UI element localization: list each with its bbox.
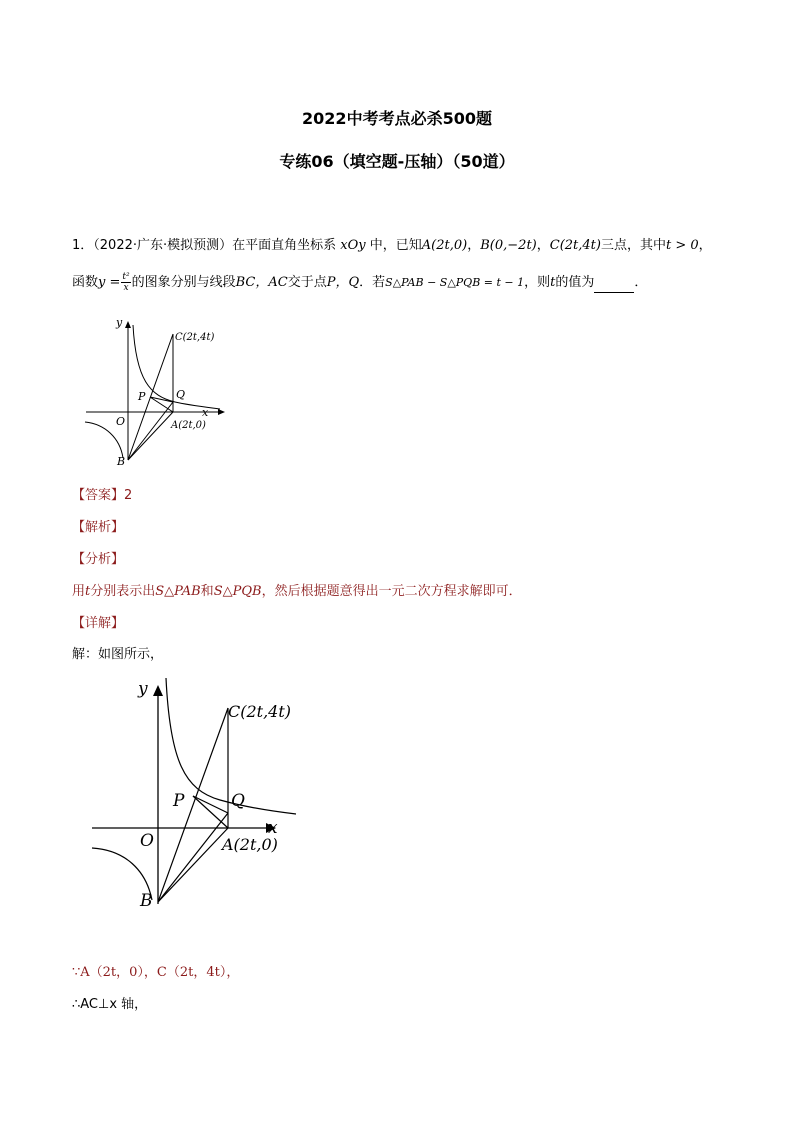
segment-bc — [158, 708, 228, 902]
analysis-label: 【解析】 — [72, 520, 125, 535]
analysis-text-part: 用 — [72, 584, 86, 599]
problem-text: 在平面直角坐标系 — [232, 238, 337, 253]
large-figure — [80, 672, 310, 912]
problem-source: （2022·广东·模拟预测） — [93, 238, 233, 253]
x-axis-arrow — [218, 409, 225, 415]
points-pq: P，Q — [326, 275, 360, 290]
page-title: 2022中考考点必杀500题 — [302, 109, 492, 128]
detail-step-1: ∵A（2t，0），C（2t，4t）， — [72, 965, 240, 980]
label-b: B — [140, 891, 153, 911]
answer-blank — [594, 280, 634, 293]
analysis-area-1: S△PAB — [155, 584, 201, 599]
point-c: C(2t,4t) — [549, 238, 601, 253]
answer-row — [72, 484, 132, 503]
analysis-variable: t — [85, 584, 91, 599]
problem-text: 三点，其中 — [600, 238, 666, 253]
point-a: A(2t,0) — [421, 238, 468, 253]
analysis-area-2: S△PQB — [213, 584, 262, 599]
label-a: A(2t,0) — [222, 835, 278, 854]
analysis-sub-row — [72, 548, 124, 567]
condition: t > 0 — [666, 238, 699, 253]
analysis-text — [72, 580, 522, 599]
segment-ba — [128, 412, 173, 460]
label-c: C(2t,4t) — [228, 702, 292, 721]
label-o: O — [116, 415, 126, 428]
coord-system: xOy — [340, 238, 366, 253]
page-subtitle: 专练06（填空题-压轴）（50道） — [279, 152, 515, 171]
fraction-denominator: x — [123, 283, 129, 293]
problem-text: ． — [634, 275, 648, 290]
label-a: A(2t,0) — [171, 420, 206, 431]
answer-label: 【答案】 — [72, 488, 125, 503]
problem-text: 中，已知 — [369, 238, 422, 253]
detail-row — [72, 612, 124, 631]
detail-step-2: ∴AC⊥x 轴， — [72, 997, 148, 1012]
label-y: y — [116, 316, 123, 329]
label-b: B — [117, 455, 126, 468]
label-p: P — [138, 390, 146, 403]
function-fraction — [121, 272, 130, 293]
label-x: x — [268, 818, 278, 838]
point-b: B(0,−2t) — [480, 238, 537, 253]
problem-text: 的图象分别与线段 — [131, 275, 236, 290]
label-q: Q — [176, 388, 186, 401]
problem-text: ．若 — [359, 275, 386, 290]
problem-text: ，则 — [524, 275, 551, 290]
problem-text: 交于点 — [287, 275, 327, 290]
fraction-numerator: t² — [122, 272, 130, 282]
segments: BC，AC — [235, 275, 288, 290]
problem-line-2 — [72, 271, 647, 293]
problem-number: 1． — [72, 238, 94, 253]
analysis-text-part: 和 — [200, 584, 214, 599]
segment-ba — [158, 828, 228, 902]
y-axis-arrow — [153, 685, 163, 696]
segment-bq — [128, 402, 173, 460]
label-q: Q — [231, 791, 245, 811]
area-equation: S△PAB − S△PQB = t − 1 — [385, 276, 525, 289]
analysis-sub-label: 【分析】 — [72, 552, 125, 567]
label-o: O — [140, 831, 154, 851]
segment-pq — [193, 796, 228, 813]
detail-intro: 解：如图所示， — [72, 647, 164, 662]
problem-text: 函数 — [72, 275, 99, 290]
label-x: x — [202, 406, 209, 419]
label-y: y — [138, 679, 148, 699]
analysis-text-part: 分别表示出 — [90, 584, 156, 599]
label-c: C(2t,4t) — [175, 332, 215, 343]
problem-text: 的值为 — [555, 275, 595, 290]
detail-label: 【详解】 — [72, 616, 125, 631]
problem-text: ， — [698, 238, 712, 253]
problem-line-1: 1．（2022·广东·模拟预测）在平面直角坐标系 xOy 中，已知A(2t,0)，B(0,−2t)，C(2t,4t)三点，其中t > 0， — [72, 238, 712, 253]
analysis-text-part: ，然后根据题意得出一元二次方程求解即可． — [261, 584, 522, 599]
answer-value: 2 — [124, 488, 133, 503]
variable-t: t — [550, 275, 556, 290]
y-axis-arrow — [125, 321, 131, 328]
label-p: P — [173, 791, 185, 811]
function-lhs: y = — [98, 275, 121, 290]
segment-bq — [158, 813, 228, 902]
analysis-row — [72, 516, 124, 535]
small-figure — [80, 310, 230, 470]
